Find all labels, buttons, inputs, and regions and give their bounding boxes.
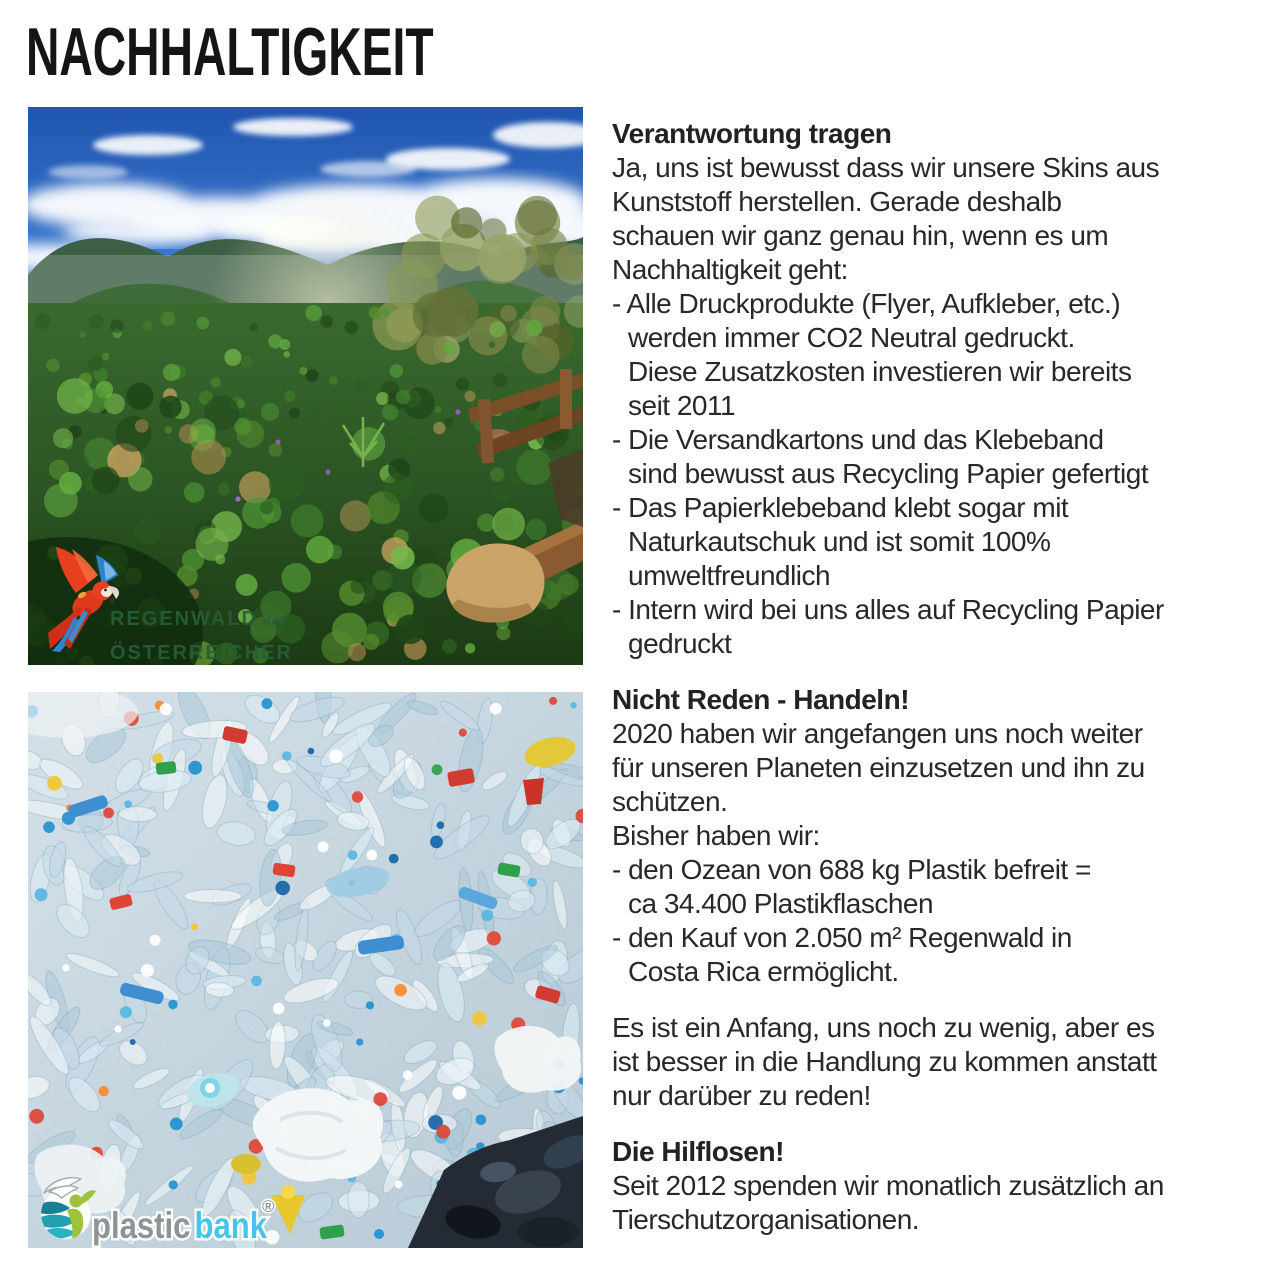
text-line: - den Kauf von 2.050 m² Regenwald in	[612, 922, 1072, 953]
text-line: werden immer CO2 Neutral gedruckt.	[628, 322, 1075, 353]
text-line: umweltfreundlich	[628, 560, 831, 591]
text-line: seit 2011	[628, 390, 736, 421]
section-body	[612, 1011, 1277, 1113]
text-line: schützen.	[612, 786, 728, 817]
page-title: NACHHALTIGKEIT	[26, 14, 434, 90]
text-line: sind bewusst aus Recycling Papier gefertigt	[628, 458, 1149, 489]
text-line: - Das Papierklebeband klebt sogar mit	[612, 492, 1069, 523]
text-line: Ja, uns ist bewusst dass wir unsere Skins aus	[612, 152, 1160, 183]
text-line: nur darüber zu reden!	[612, 1080, 871, 1111]
section-body	[612, 717, 1277, 989]
plasticbank-word-plastic: plastic	[92, 1205, 191, 1247]
regenwald-logo-text	[110, 603, 293, 665]
text-line: ist besser in die Handlung zu kommen anstatt	[612, 1046, 1157, 1077]
section-body	[612, 151, 1277, 661]
text-line: Nachhaltigkeit geht:	[612, 254, 848, 285]
plastic-bottles-photo	[28, 692, 583, 1248]
regenwald-der: der	[258, 613, 286, 628]
regenwald-line1	[110, 603, 293, 637]
text-line: Diese Zusatzkosten investieren wir bereits	[628, 356, 1132, 387]
plasticbank-word-bank: bank	[194, 1205, 268, 1247]
section-heading: Die Hilflosen!	[612, 1136, 784, 1167]
text-line: Costa Rica ermöglicht.	[628, 956, 899, 987]
text-line: ca 34.400 Plastikflaschen	[628, 888, 934, 919]
section-heading: Verantwortung tragen	[612, 118, 892, 149]
section-heading: Nicht Reden - Handeln!	[612, 684, 910, 715]
section-nicht-reden	[612, 683, 1277, 989]
regenwald-line2: ÖSTERREICHER	[110, 642, 293, 664]
text-line: Naturkautschuk und ist somit 100%	[628, 526, 1051, 557]
text-line: Tierschutzorganisationen.	[612, 1204, 920, 1235]
section-body	[612, 1169, 1277, 1237]
text-line: schauen wir ganz genau hin, wenn es um	[612, 220, 1109, 251]
text-line: 2020 haben wir angefangen uns noch weiter	[612, 718, 1143, 749]
text-line: - Die Versandkartons und das Klebeband	[612, 424, 1104, 455]
text-line: - Intern wird bei uns alles auf Recycling Papier	[612, 594, 1164, 625]
rainforest-photo	[28, 107, 583, 665]
text-line: Seit 2012 spenden wir monatlich zusätzlich an	[612, 1170, 1164, 1201]
text-line: - Alle Druckprodukte (Flyer, Aufkleber, etc.)	[612, 288, 1121, 319]
text-line: Kunststoff herstellen. Gerade deshalb	[612, 186, 1062, 217]
plasticbank-logo	[34, 1176, 284, 1248]
text-line: Bisher haben wir:	[612, 820, 820, 851]
section-anfang	[612, 1011, 1277, 1113]
regenwald-word: REGENWALD	[110, 608, 258, 630]
plasticbank-registered-mark: ®	[262, 1197, 275, 1216]
text-line: - den Ozean von 688 kg Plastik befreit =	[612, 854, 1091, 885]
text-column	[612, 117, 1277, 1259]
text-line: gedruckt	[628, 628, 732, 659]
text-line: Es ist ein Anfang, uns noch zu wenig, aber es	[612, 1012, 1155, 1043]
section-hilflosen	[612, 1135, 1277, 1237]
text-line: für unseren Planeten einzusetzen und ihn zu	[612, 752, 1145, 783]
section-verantwortung	[612, 117, 1277, 661]
plastic-photo-svg	[28, 692, 583, 1248]
